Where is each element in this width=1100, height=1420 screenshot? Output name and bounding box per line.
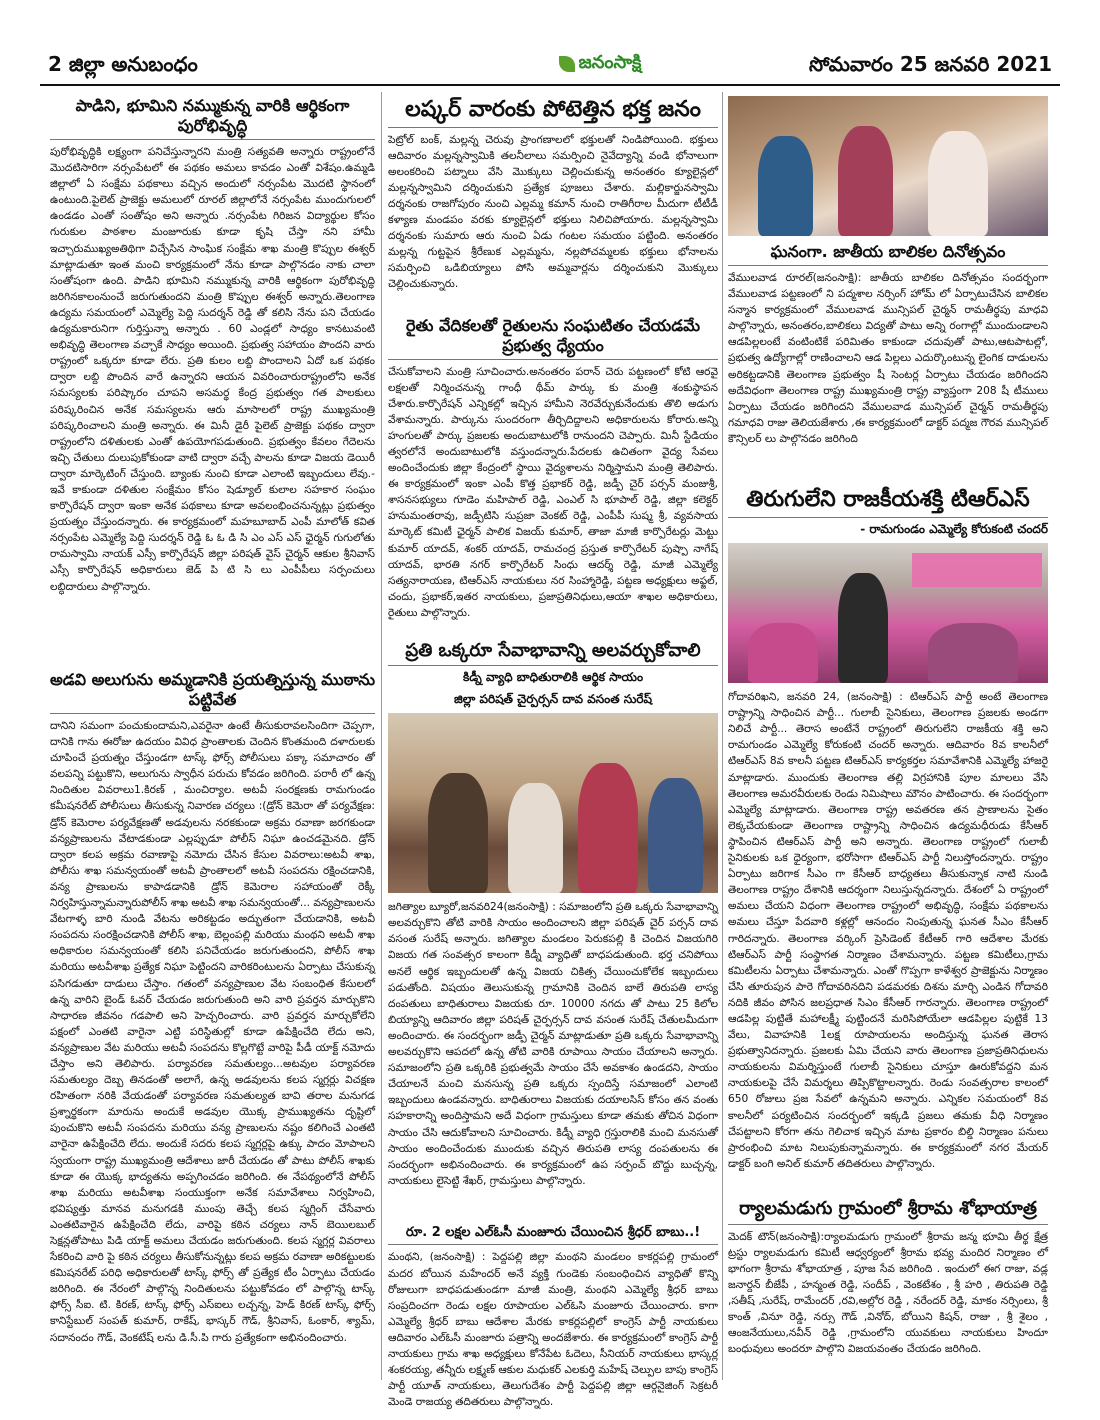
article-loc-sanction xyxy=(388,1225,718,1410)
article-headline: పాడిని, భూమిని నమ్ముకున్న వారికి ఆర్థికంగా పురోభివృద్ధి xyxy=(50,96,375,140)
article-byline: - రామగుండం ఎమ్మెల్యే కోరుకంటి చందర్ xyxy=(860,521,1048,536)
photo-figure xyxy=(428,773,488,893)
article-lashkar-devotees xyxy=(388,96,718,312)
photo-figure xyxy=(748,623,818,683)
newspaper-logo xyxy=(540,48,660,80)
photo-figure xyxy=(838,126,893,236)
leaf-icon xyxy=(559,56,575,72)
article-headline: రైతు వేదికలతో రైతులను సంఘటితం చేయడమే ప్రభుత్వ ధ్యేయం xyxy=(388,316,718,360)
photo-figure xyxy=(648,778,703,893)
article-subheadline: కిడ్నీ వ్యాధి బాధితురాలికి ఆర్థిక సాయం xyxy=(462,670,644,684)
column-right xyxy=(728,92,1048,1380)
article-body: మెదక్ టౌన్(జనంసాక్షి):ర్యాలమడుగు గ్రామంలో శ్రీరామ జన్మ భూమి తీర్థ క్షేత్ర ట్రస్టు ర్యాలమడుగు కమిటీ ఆధ్వర్యంలో శ్రీరామ భవ్య మందిర నిర్మాణం లో భాగంగా శ్రీరామ శోభాయాత్ర , పూజ సేవ జరిగింది . ఇందులో ఈగ రాజు, వడ్ల జనార్దన్ బీజేపీ , హన్మంత రెడ్డి, సందీప్ , వెంకటేశం , శ్రీ హరి , తిరుపతి రెడ్డి ,సతీష్ ,సురేష్, రామేందర్ ,రవి,అల్లోర రెడ్డి , నరేందర్ రెడ్డి, మాకం నర్సింలు, శ్రీ కాంత్ ,వినూ రెడ్డి, నర్సు గౌడ్ ,వినోద్, బోయిని కిషన్, రాజు , శ్రీ శైలం , ఆంజనేయులు,నవీన్ రెడ్డి ,గ్రామంలోని యువకులు నాయకులు హిందూ బంధువులు అందరూ పాల్గొని విజయవంతం చేయడం జరిగింది. xyxy=(728,1230,1048,1356)
article-headline: లష్కర్ వారంకు పోటెత్తిన భక్త జనం xyxy=(388,96,718,128)
photo-figure xyxy=(578,763,638,893)
article-headline: రూ. 2 లక్షల ఎల్ఓసీ మంజూరు చేయించిన శ్రీధర్ బాబు..! xyxy=(388,1225,718,1245)
article-trs-political-force xyxy=(728,486,1048,1194)
column-divider xyxy=(381,92,382,1380)
masthead xyxy=(40,46,1060,86)
article-girl-child-day xyxy=(728,96,1048,482)
column-middle xyxy=(388,92,718,1409)
article-subheadline: జిల్లా పరిషత్ చైర్పర్సన్ దావ వసంత సురేష్ xyxy=(453,691,653,706)
column-divider xyxy=(722,92,723,1380)
photo-aid-handover xyxy=(388,713,718,893)
article-headline: తిరుగులేని రాజకీయశక్తి టిఆర్ఎస్ xyxy=(728,486,1048,518)
issue-date: సోమవారం 25 జనవరి 2021 xyxy=(809,52,1052,76)
article-seva-bhavam xyxy=(388,640,718,1222)
photo-banner xyxy=(912,553,1042,587)
article-body: పురోభివృద్ధికి లక్ష్యంగా పనిచేస్తున్నారని మంత్రి సత్యవతి అన్నారు రాష్ట్రంలోనే మొదటిసారిగా నర్సంపేటలో ఈ పథకం అమలు కావడం ఎంతో విశేషం.ఉమ్మడి జిల్లాలో ఏ సంక్షేమ పథకాలు వచ్చిన అందులో నర్సంపేట మొదటి స్థానంలో ఉంటుంది.పైలెట్ ప్రాజెక్టు అమలులో రూరల్ జిల్లాలోనే నర్సంపేట ముందుగులలో ఉండడం ఎంతో సంతోషం అని అన్నారు .నర్సంపేట గిరిజన విద్యార్థుల కోసం గురుకుల పాఠశాల మంజూరుకు కూడా కృషి చేస్తా నని హామీ ఇచ్చారుముఖ్యఅతిథిగా విచ్చేసిన సాంఘిక సంక్షేమ శాఖ మంత్రి కొప్పుల ఈశ్వర్ మాట్లాడుతూ ఇంత మంచి కార్యక్రమంలో నేను కూడా పాల్గొనడం నాకు చాలా సంతోషంగా ఉంది. పాడిని భూమిని నమ్ముకున్న వారికి ఆర్థికంగా పురోభివృద్ధి జరిగినకాలంనుంచే జరుగుతుందని మంత్రి కొప్పుల ఈశ్వర్ అన్నారు.తెలంగాణ ఉద్యమ సమయంలో ఎమ్మెల్యే పెద్ది సుదర్శన్ రెడ్డి తో కలిసి నేను పని చేయడం ఉద్యమకారునిగా గుర్తిస్తున్నా అన్నారు . 60 ఎండ్లలో సాధ్యం కానటువంటి అభివృద్ధి తెలంగాణ వచ్చాకే సాధ్యం అయింది. ప్రభుత్వ సహాయం పొందని వారు రాష్ట్రంలో ఒక్కరూ కూడా లేరు. ప్రతి కులం లబ్ది పొందాలని ఏదో ఒక పథకం ద్వారా లబ్ది పొందిన వారే ఉన్నారని ఆయన వివరించారురాష్ట్రంలోని అనేక సమస్యలకు పరిష్కారం చూపని అసమర్థ కేంద్ర ప్రభుత్వం గత పాలకులు పరిష్కరించిన అనేక సమస్యలను ఆరు మాసాలలో రాష్ట్ర ముఖ్యమంత్రి పరిష్కరించాలని మంత్రి అన్నారు. ఈ మినీ డైరీ పైలెట్ ప్రాజెక్టు పథకం ద్వారా రాష్ట్రంలోని దళితులకు ఎంతో ఉపయోగపడుతుంది. ప్రభుత్వం కేవలం గేదెలను ఇచ్చి చేతులు దులుపుకోకుండా వాటి ద్వారా వచ్చే పాలను కూడా విజయ డెయిరీ ద్వారా మార్కెటింగ్ చేస్తుంది. బ్యాంకు నుంచి కూడా ఎలాంటి ఇబ్బందులు లేవు.- ఇవే కాకుండా దళితుల సంక్షేమం కోసం షెడ్యూల్ కులాల సహకార సంఘం కార్పొరేషన్ ద్వారా ఇంకా అనేక పథకాలు కూడా అవలంభించనున్నట్లు ప్రభుత్వం ప్రయత్నం చేస్తుందన్నారు. ఈ కార్యక్రమంలో మహబూబాద్ ఎంపీ మాలోత్ కవిత నర్సంపేట ఎమ్మెల్యే పెద్ది సుదర్శన్ రెడ్డి ఓ ఓ డి సి ఎం ఎస్ ఎస్ ఛైర్మన్ గుగులోతు రామస్వామి నాయక్ ఎస్సీ కార్పొరేషన్ జిల్లా పరిషత్ వైస్ చైర్మన్ ఆకుల శ్రీనివాస్ ఎస్సీ కార్పొరేషన్ అధికారులు జెడ్ పి టి సి లు ఎంపీపీలు సర్పంచులు లబ్ధిదారులు పాల్గొన్నారు. xyxy=(50,146,375,593)
article-shobha-yatra xyxy=(728,1198,1048,1357)
photo-figure xyxy=(838,573,888,683)
article-rythu-vedika xyxy=(388,316,718,636)
article-headline: అడవి అలుగును అమ్మడానికి ప్రయత్నిస్తున్న ముఠాను పట్టివేత xyxy=(50,670,375,714)
photo-figure xyxy=(508,783,563,893)
page-label: 2 జిల్లా అనుబంధం xyxy=(48,52,198,76)
article-dairy-scheme xyxy=(50,96,375,666)
photo-figure xyxy=(758,136,813,236)
article-body: జగిత్యాల బ్యూరో,జనవరి24(జనంసాక్షి) : సమాజంలోని ప్రతి ఒక్కరు సేవాభావాన్ని అలవర్చుకొని తోటి వారికి సాయం అందించాలని జిల్లా పరిషత్ చైర్ పర్సన్ దావ వసంత సురేష్ అన్నారు. జగిత్యాల మండలం పెరుకపల్లి కి చెందిన విజయగిరి విజయ గత సంవత్సర కాలంగా కిడ్నీ వ్యాధితో బాధపడుతుంది. భర్త చనిపోయి అనలే ఆర్థిక ఇబ్బందులతో ఉన్న విజయ చికిత్స చేయించుకోలేక ఇబ్బందులు పడుతోంది. విషయం తెలుసుకున్న గ్రామానికి చెందిన బాలే తిరుపతి లాస్య దంపతులు బాధితురాలు విజయకు రూ. 10000 నగదు తో పాటు 25 కిలోల బియ్యాన్ని ఆదివారం జిల్లా పరిషత్ చైర్పర్సన్ దావ వసంత సురేష్ చేతులమీదుగా అందించారు. ఈ సందర్భంగా జడ్పీ చైర్మన్ మాట్లాడుతూ ప్రతి ఒక్కరు సేవాభావాన్ని అలవర్చుకొని ఆపదలో ఉన్న తోటి వారికి రూపాయి సాయం చేయాలని అన్నారు. సమాజంలోని ప్రతి ఒక్కరికి ప్రభుత్వమే సాయం చేసే అవకాశం ఉండదని, సాయం చేయాలనే మంచి మనసున్న ప్రతి ఒక్కరు స్పందిస్తే సమాజంలో ఎలాంటి ఇబ్బందులు ఉండవన్నారు. బాధితురాలు విజయకు దయాలసిస్ కోసం తన వంతు సహకారాన్ని అందిస్తామని అదే విధంగా గ్రామస్తులు కూడా తమకు తోచిన విధంగా సాయం చేసి ఆదుకోవాలని సూచించారు. కిడ్నీ వ్యాధి గ్రస్తురాలికి మంచి మనసుతో సాయం అందించేందుకు ముందుకు వచ్చిన తిరుపతి లాస్య దంపతులను ఈ సందర్భంగా అభినందించారు. ఈ కార్యక్రమంలో ఉప సర్పంచ్ బొద్దు బుచ్చన్న, నాయకులు లైసెట్టి శేఖర్, గ్రామస్తులు పాల్గొన్నారు. xyxy=(388,901,718,1187)
column-left xyxy=(50,92,375,1380)
photo-figure xyxy=(928,623,1018,683)
article-body: చేసుకోవాలని మంత్రి సూచించారు.అనంతరం పరాన్ చెరు పట్టణంలో కోటి ఆరవై లక్షలతో నిర్మించనున్న గాంధీ థీమ్ పార్కు కు మంత్రి శంకుస్థాపన చేశారు.కార్పొరేషన్ ఎన్నికల్లో ఇచ్చిన హామీని నెరవేర్చుకునేందుకు తొలి అడుగు వేశామన్నారు. పార్కును సుందరంగా తీర్చిదిద్దాలని అధికారులను కోరారు.అన్ని హంగులతో పార్కు ప్రజలకు అందుబాటులోకి రానుందని చెప్పారు. మినీ స్టేడియం త్వరలోనే అందుబాటులోకి వస్తుందన్నారు.పేదలకు ఉచితంగా వైద్య సేవలు అందించేందుకు జిల్లా కేంద్రంలో స్థాయి వైద్యశాలను నిర్మిస్తామని మంత్రి తెలిపారు. ఈ కార్యక్రమంలో ఇంకా ఎంపీ కొత్త ప్రభాకర్ రెడ్డి, జడ్పీ చైర్ పర్సన్ మంజుశ్రీ, శాసనసభ్యులు గూడెం మహిపాల్ రెడ్డి, ఎంఎల్ సి భూపాల్ రెడ్డి, జిల్లా కలెక్టర్ హనుమంతరావు, జడ్పీటిసి సుప్రజా వెంకట్ రెడ్డి, ఎంపీపీ సుష్మ శ్రీ, వ్యవసాయ మార్కెట్ కమిటీ ఛైర్మన్ పాలిక విజయ్ కుమార్, తాజా మాజీ కార్పొరేటర్లు మెట్టు కుమార్ యాదవ్, శంకర్ యాదవ్, రామచంద్ర ప్రస్తుత కార్పొరేటర్ పుష్పా నాగేష్ యాదవ్, భారతి నగర్ కార్పొరేటర్ సింధు ఆదర్శ్ రెడ్డి, మాజీ ఎమ్మెల్యే సత్యనారాయణ, టిఆర్ఎస్ నాయకులు నర సింహ్మారెడ్డి, పట్టణ అధ్యక్షులు అఫ్జల్, చందు, ప్రభాకర్,ఇతర నాయకులు, ప్రజాప్రతినిధులు,ఆయా శాఖల అధికారులు, రైతులు పాల్గొన్నారు. xyxy=(388,365,718,619)
photo-trs-meeting xyxy=(728,543,1048,683)
photo-girls-felicitation xyxy=(728,96,1048,236)
article-body: వేములవాడ రూరల్(జనంసాక్షి): జాతీయ బాలికల దినోత్సవం సందర్భంగా వేములవాడ పట్టణంలో ని పద్మశాల నర్సింగ్ హోమ్ లో ఏర్పాటుచేసిన బాలికల సన్మాన కార్యక్రమంలో వేములవాడ మున్సిపల్ చైర్మన్ రామతీర్థపు మాధవి పాల్గొన్నారు, అనంతరం,బాలికలు విద్యతో పాటు అన్ని రంగాల్లో ముందుండాలని ఆడపిల్లలంటే వంటింటికే పరిమితం కాకుండా చదువుతో పాటు,ఆటపాటల్లో, ప్రభుత్వ ఉద్యోగాల్లో రాణించాలని ఆడ పిల్లలు ఎదుర్కొంటున్న లైంగిక దాడులను అరికట్టడానికి తెలంగాణ ప్రభుత్వం షీ సెంటర్ల ఏర్పాటు చేయడం జరిగిందని అదేవిధంగా తెలంగాణ రాష్ట్ర ముఖ్యమంత్రి రాష్ట్ర వ్యాప్తంగా 208 షీ టీములు ఏర్పాటు చేయడం జరిగిందని వేములవాడ మున్సిపల్ చైర్మన్ రామతీర్థపు గమాధవి రాజు తెలియజేశారు ,ఈ కార్యక్రమంలో డాక్టర్ పద్మజ గౌరవ మున్సిపల్ కౌన్సిలర్ లు పాల్గొనడం జరిగింది xyxy=(728,272,1048,445)
article-body: దానిని సమంగా పంచుకుందామని,ఎవరైనా ఉంటే తీసుకురావలసిందిగా చెప్పగా, దానికి గాను ఈరోజు ఉదయం వివిధ ప్రాంతాలకు చెందిన కొంతమంది దళారులకు చూపించే ప్రయత్నం చేస్తుండగా టాస్క్ ఫోర్స్ పోలీసులు పక్కా సమాచారం తో వలపన్ని పట్టుకొని, అలుగును స్వాధీన పరుచు కోవడం జరిగింది. పరారీ లో ఉన్న నిందితుల వివరాలు1.కిరణ్ , మంచిర్యాల. అటవీ సంరక్షణకు రామగుండం కమీషనరేట్ పోలీసులు తీసుకున్న నివారణ చర్యలు :(డ్రోన్ కెమెరా తో పర్యవేక్షణ: డ్రోన్ కెమెరాల పర్యవేక్షణతో అడవులను నరకకుండా అక్రమ రవాణా జరగకుండా వన్యప్రాణులను వేటాడకుండా ఎల్లప్పుడూ పోలీస్ నిఘా ఉంచడమైనది. డ్రోన్ ద్వారా కలప అక్రమ రవాణాపై నమోదు చేసిన కేసుల వివరాలు:అటవీ శాఖ, పోలీసు శాఖ సమన్వయంతో అటవీ ప్రాంతాలలో అటవీ సంపదను రక్షించడానికి, వన్య ప్రాణులను కాపాడడానికి డ్రోన్ కెమెరాల సహాయంతో రెక్కీ నిర్వహిస్తున్నామన్నారుపోలీస్ శాఖ అటవీ శాఖ సమన్వయంతో... వన్యప్రాణులను వేటగాళ్ళ బారి నుండి వేటను అరికట్టడం అద్భుతంగా చేయడానికి, అటవీ సంపదను సంరక్షించడానికి పోలీస్ శాఖ, బెల్లంపల్లి మరియు మంథని అటవీ శాఖ అధికారుల సమన్వయంతో కలిసి పనిచేయడం జరుగుతుందని, పోలీస్ శాఖ మరియు అటవీశాఖ ప్రత్యేక నిఘా పెట్టిందని వారికరింటులను ఏర్పాటు చేసుకున్న పసిగడుతూ దాడులు చేస్తాం. గతంలో వన్యప్రాణుల వేట సంబంధిత కేసులలో ఉన్న వారిని బైండ్ ఓవర్ చేయడం జరుగుతుంది అని వారి ప్రవర్తన మార్చుకొని సాధారణ జీవనం గడపాలి అని హెచ్చరించారు. వారి ప్రవర్తన మార్చుకోలేని పక్షంలో ఎంతటి వారైనా ఎట్టి పరిస్థితుల్లో కూడా ఉపేక్షించేది లేదు అని, వన్యప్రాణుల వేట మరియు అటవీ సంపదను కొల్లగొట్టే వారిపై పీడీ యాక్ట్ నమోదు చేస్తాం అని తెలిపారు. పర్యావరణ సమతుల్యం...అటవుల పర్యావరణ సమతుల్యం దెబ్బ తినడంతో అలాగే, ఉన్న అడవులను కలప స్మగ్లర్లు విచక్షణ రహితంగా నరికి వేయడంతో పర్యావరణ సమతుల్యత బావి తరాల మనుగడ ప్రశ్నార్థకంగా మారును అందుకే అడవుల యొక్క ప్రాముఖ్యతను దృష్టిలో పుంచుకొని అటవీ సంపదను మరియు వన్య ప్రాణులను నష్టం కలిగించే ఎంతటి వారైనా ఉపేక్షించేది లేదు. అందుకే సదరు కలప స్మగ్లర్లపై ఉక్కు పాదం మోపాలని స్వయంగా రాష్ట్ర ముఖ్యమంత్రి ఆదేశాలు జారీ చేయడం తో పాటు పోలీస్ శాఖకు కూడా ఈ యొక్క భాద్యతను అప్పగించడం జరిగింది. ఈ నేపథ్యంలోనే పోలీస్ శాఖ మరియు అటవీశాఖ సంయుక్తంగా అనేక సమావేశాలు నిర్వహించి, భవిష్యత్తు మానవ మనుగడకి ముంపు తెచ్చే కలప స్మగ్లింగ్ చేసేవారు ఎంతటివారైన ఉపేక్షించేది లేదు, వారిపై కఠిన చర్యలు నాన్ బెయిలబుల్ సెక్షన్లతోపాటు పిడి యాక్ట్ అమలు చేయడం జరుగుతుంది. కలప స్మగ్లర్ల వివరాలు సేకరించి వారి పై కఠిన చర్యలు తీసుకోనున్నట్లు కలప అక్రమ రవాణా అరికట్టులకు కమిషనరేట్ పరిధి అధికారులతో టాస్క్ ఫోర్స్ తో ప్రత్యేక టీం ఏర్పాటు చేయడం జరిగింది. ఈ నేరంలో పాల్గొన్న నిందితులను పట్టుకోవడం లో పాల్గొన్న టాస్క్ ఫోర్స్ సీఐ. టి. కిరణ్, టాస్క్ ఫోర్స్ ఎస్ఐలు లచ్చన్న, హెడ్ కిరణ్ టాస్క్ ఫోర్స్ కానిస్టేబుల్ సంపత్ కుమార్, రాకేష్, భాస్కర్ గౌడ్, శ్రీనివాస్, ఓంకార్, శ్యామ్, సదానందం గౌడ్, వెంకటేష్ లను డి.సీ.పి గారు ప్రత్యేకంగా అభినందించారు. xyxy=(50,720,375,1344)
article-body: గోదావరిఖని, జనవరి 24, (జనంసాక్షి) : టిఆర్ఎస్ పార్టీ అంటే తెలంగాణ రాష్ట్రాన్ని సాధించిన పార్టీ... గులాబీ సైనికులు, తెలంగాణ ప్రజలకు అండగా నిలిచే పార్టీ... తెరాస అంటేనే రాష్ట్రంలో తిరుగులేని రాజకీయ శక్తి అని రామగుండం ఎమ్మెల్యే కోరుకంటి చందర్ అన్నారు. ఆదివారం 8వ కాలనీలో టిఆర్ఎస్ 8వ కాలనీ పట్టణ టిఆర్ఎస్ కార్యకర్తల సమావేశానికి ఎమ్మెల్యే హాజరై మాట్లాడారు. ముందుకు తెలంగాణ తల్లి విగ్రహానికి పూల మాలలు వేసి తెలంగాణ అమరవీరులకు రెండు నిమిషాలు మౌనం పాటించారు. ఈ సందర్భంగా ఎమ్మెల్యే మాట్లాడారు. తెలంగాణ రాష్ట్ర అవతరణ తన ప్రాణాలను సైతం లెక్కచేయకుండా తెలంగాణ రాష్ట్రాన్ని సాధించిన ఉద్యమధీరుడు కేసీఆర్ స్థాపించిన టిఆర్ఎస్ పార్టీ అని అన్నారు. తెలంగాణ రాష్ట్రంలో గులాబీ సైనికులకు ఒక ధైర్యంగా, భరోసాగా టిఆర్ఎస్ పార్టీ నిలుస్తోందన్నారు. రాష్ట్రం ఏర్పాటు జరిగాక సీఎం గా కేసీఆర్ బాధ్యతలు తీసుకున్నాక నాటి నుండి తెలంగాణ రాష్ట్రం దేశానికి ఆదర్శంగా నిలుస్తున్నదన్నారు. దేశంలో ఏ రాష్ట్రంలో అమలు చేయని విధంగా తెలంగాణ రాష్ట్రంలో అభివృద్ధి, సంక్షేమ పథకాలను అమలు చేస్తూ పేదవారి కళ్లల్లో ఆనందం నింపుతున్న ఘనత సీఎం కేసీఆర్ గారిదన్నారు. తెలంగాణ వర్కింగ్ ప్రెసిడెంట్ కేటీఆర్ గారి ఆదేశాల మేరకు టిఆర్ఎస్ పార్టీ సంస్థాగత నిర్మాణం చేశామన్నారు. పట్టణ కమిటీలు,గ్రామ కమిటీలను ఏర్పాటు చేశామన్నారు. ఎంతో గొప్పగా కాళేశ్వర ప్రాజెక్టును నిర్మాణం చేసి తూరుపున పారె గోదావరినదిని పడమరకు దిశను మార్చి ఎండిన గోదావరి నదికి జీవం పోసిన జలప్రధాత సిఎం కేసీఆర్ గారన్నారు. తెలంగాణ రాష్ట్రంలో ఆడపిల్ల పుట్టితే మహాలక్ష్మీ పుట్టిందనే మరిసిపోయేలా ఆడపిల్లల పుట్టికే 13 వేలు, వివాహనికి 1లక్ష రూపాయలను అందిస్తున్న ఘనత తెరాస ప్రభుత్వానిదన్నారు. ప్రజలకు ఏమి చేయని వారు తెలంగాణ ప్రజాప్రతినిధులను నాయకులను విమర్శిస్తుంటే గులాబీ సైనికులు చూస్తూ ఊరుకోవద్దని మన నాయకులపై చేసే విమర్శలు తిప్పికొట్టాలన్నారు. రెండు సంవత్సరాల కాలంలో 650 రోజులు ప్రజ సేవలో ఉన్నమని అన్నారు. ఎన్నికల సమయంలో 8వ కాలనీలో పర్యటించిన సందర్భంలో ఇక్కడి ప్రజలు తమకు వీధి నిర్మాణం చేపట్టాలని కోరగా తను గెలిచాక ఇచ్చిన మాట ప్రకారం బిల్డి నిర్మాణం పనులు ప్రారంభించి మాట నిలుపుకున్నామన్నారు. ఈ కార్యక్రమంలో నగర మేయర్ డాక్టర్ బంగి అనిల్ కుమార్ తదితరులు పాల్గొన్నారు. xyxy=(728,691,1048,1170)
article-headline: ప్రతి ఒక్కరూ సేవాభావాన్ని అలవర్చుకోవాలి xyxy=(388,640,718,667)
article-body: పెట్రోల్ బంక్, మల్లన్న చెరువు ప్రాంగణాలలో భక్తులతో నిండిపోయింది. భక్తులు ఆదివారం మల్లన్నస్వామికి తలనీలాలు సమర్పించి నైవేద్యాన్ని వండి భోనాలుగా అలంకరించి పట్నాలు వేసి మొక్కులు చెల్లించుకున్న అనంతరం క్యూలైన్లలో మల్లన్నస్వామిని దర్శించుకుని ప్రత్యేక పూజలు చేశారు. మల్లికార్జునస్వామి దర్శనంకు రాజగోపురం నుంచి ఎల్లమ్మ కమాన్ నుంచి రాతిగీరాల మీదుగా టీటీడీ కళ్యాణ మండపం వరకు క్యూలైన్లలో భక్తులు నిలిచిపోయారు. మల్లన్నస్వామి దర్శనంకు సుమారు ఆరు నుంచి ఏడు గంటల సమయం పట్టింది. అనంతరం మల్లన్న గుట్టపైన శ్రీరేణుక ఎల్లమ్మను, నల్లపోచమ్మలకు భక్తులు భోనాలను సమర్పించి ఒడిబియ్యాలు పోసి అమ్మవార్లను దర్శించుకుని మొక్కులు చెల్లించుకున్నారు. xyxy=(388,133,718,291)
article-headline: ఘనంగా. జాతీయ బాలికల దినోత్సవం xyxy=(728,242,1048,266)
article-pangolin-seizure xyxy=(50,670,375,1346)
photo-figure xyxy=(928,131,988,236)
article-body: మంథని, (జనంసాక్షి) : పెద్దపల్లి జిల్లా మంథని మండలం కాకర్లపల్లి గ్రామంలో మదర బోయిన మహేందర్ అనే వ్యక్తి గుండెకు సంబంధించిన వ్యాధితో కొన్ని రోజులుగా బాధపడుతుండగా మాజీ మంత్రి, మంథని ఎమ్మెల్యే శ్రీధర్ బాబు సంప్రదించగా రెండు లక్షల రూపాయల ఎల్ఓసి మంజూరు చేయించారు. కాగా ఎమ్మెల్యే శ్రీధర్ బాబు ఆదేశాల మేరకు కాకర్లపల్లిలో కాంగ్రెస్ పార్టీ నాయకులు ఆదివారం ఎల్ఓసీ మంజూరు పత్రాన్ని అందజేశారు. ఈ కార్యక్రమంలో కాంగ్రెస్ పార్టీ నాయకులు గ్రామ శాఖ అధ్యక్షులు కోనేపేట ఓదెలు, సీనియర్ నాయకులు భాస్కర్ల శంకరయ్య, తన్నీరు లక్ష్మణ్ ఆకుల మధుకర్ ఎలకుర్తి మహేష్ చెల్పుల బాపు కాంగ్రెస్ పార్టీ యూత్ నాయకులు, తెలుగుదేశం పార్టీ పెద్దపల్లి జిల్లా ఆర్గనైజింగ్ సెక్రటరీ మెండె రాజయ్య తదితరులు పాల్గొన్నారు. xyxy=(388,1251,718,1409)
logo-text: జనంసాక్షి xyxy=(578,51,642,73)
article-headline: ర్యాలమడుగు గ్రామంలో శ్రీరామ శోభాయాత్ర xyxy=(728,1198,1048,1225)
